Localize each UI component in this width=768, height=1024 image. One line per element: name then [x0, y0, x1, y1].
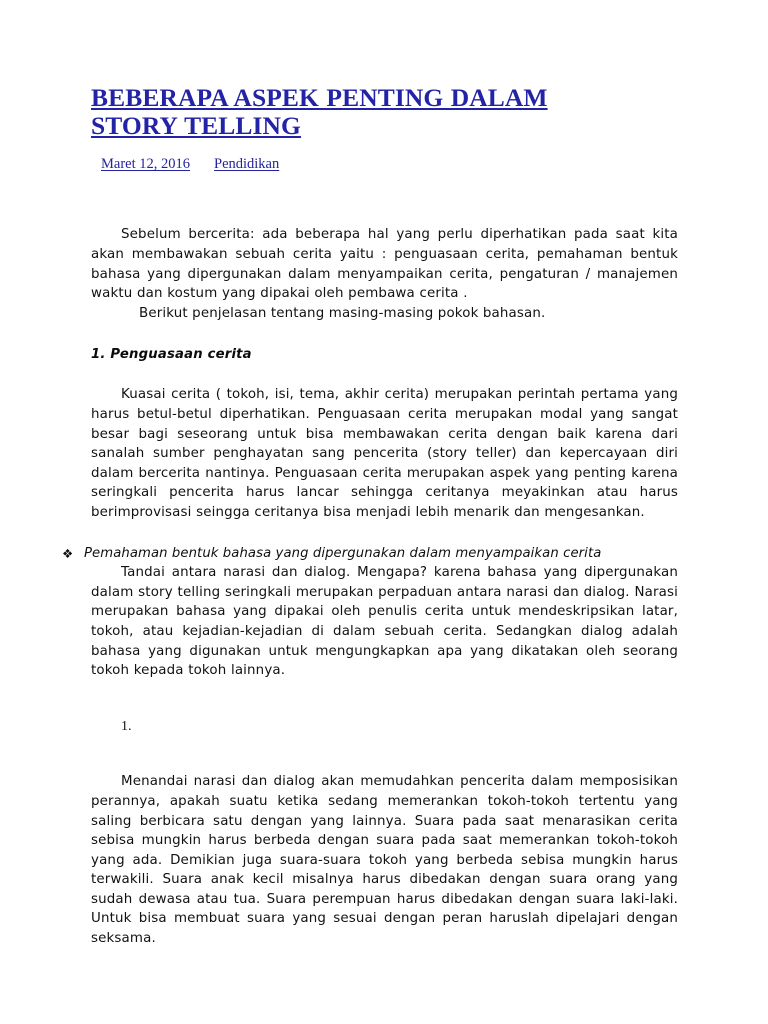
post-category-link[interactable]: Pendidikan	[214, 156, 280, 173]
page-title: BEBERAPA ASPEK PENTING DALAM STORY TELLING	[91, 83, 548, 140]
bullet-list-item	[62, 544, 678, 564]
section-heading-penguasaan-cerita: 1. Penguasaan cerita	[91, 347, 252, 363]
intro-followup-line: Berikut penjelasan tentang masing-masing pokok bahasan.	[139, 305, 546, 321]
post-date-link[interactable]: Maret 12, 2016	[101, 156, 190, 173]
post-meta	[101, 156, 678, 173]
paragraph-penguasaan-cerita: Kuasai cerita ( tokoh, isi, tema, akhir cerita) merupakan perintah pertama yang harus betul-betul diperhatikan. Penguasaan cerita merupakan modal yang sangat besar bagi seseorang untuk bisa membawakan cerita dengan baik karena dari sanalah sumber penghayatan sang pencerita (story teller) dan kepercayaan diri dalam bercerita nantinya. Penguasaan cerita merupakan aspek yang penting karena seringkali pencerita harus lancar sehingga ceritanya meyakinkan atau harus berimprovisasi seingga ceritanya bisa menjadi lebih menarik dan mengesankan.	[91, 387, 678, 520]
spacer	[91, 364, 678, 385]
paragraph-pemahaman-bahasa: Tandai antara narasi dan dialog. Mengapa? karena bahasa yang dipergunakan dalam story telling seringkali merupakan perpaduan antara narasi dan dialog. Narasi merupakan bahasa yang dipakai oleh penulis cerita untuk mendeskripsikan latar, tokoh, atau kejadian-kejadian di dalam sebuah cerita. Sedangkan dialog adalah bahasa yang digunakan untuk mengungkapkan apa yang dikatakan oleh seorang tokoh kepada tokoh lainnya.	[91, 565, 678, 679]
diamond-bullet-icon: ❖	[62, 545, 74, 561]
document-body	[62, 225, 678, 948]
spacer	[91, 736, 678, 772]
numbered-list-item-1: 1.	[121, 718, 132, 734]
intro-paragraph: Sebelum bercerita: ada beberapa hal yang perlu diperhatikan pada saat kita akan membawakan sebuah cerita yaitu : penguasaan cerita, pemahaman bentuk bahasa yang dipergunakan dalam menyampaikan cerita, pengaturan / manajemen waktu dan kostum yang dipakai oleh pembawa cerita .	[91, 227, 678, 302]
paragraph-menandai-narasi: Menandai narasi dan dialog akan memudahkan pencerita dalam memposisikan perannya, apakah suatu ketika sedang memerankan tokoh-tokoh tertentu yang saling berbicara satu dengan yang lainnya. Suara pada saat menarasikan cerita sebisa mungkin harus berbeda dengan suara pada saat memerankan tokoh-tokoh yang ada. Demikian juga suara-suara tokoh yang berbeda sebisa mungkin harus terwakili. Suara anak kecil misalnya harus dibedakan dengan suara orang yang sudah dewasa atau tua. Suara perempuan harus dibedakan dengan suara laki-laki. Untuk bisa membuat suara yang sesuai dengan peran haruslah dipelajari dengan seksama.	[91, 774, 678, 947]
bullet-item-label: Pemahaman bentuk bahasa yang dipergunakan dalam menyampaikan cerita	[84, 545, 602, 561]
